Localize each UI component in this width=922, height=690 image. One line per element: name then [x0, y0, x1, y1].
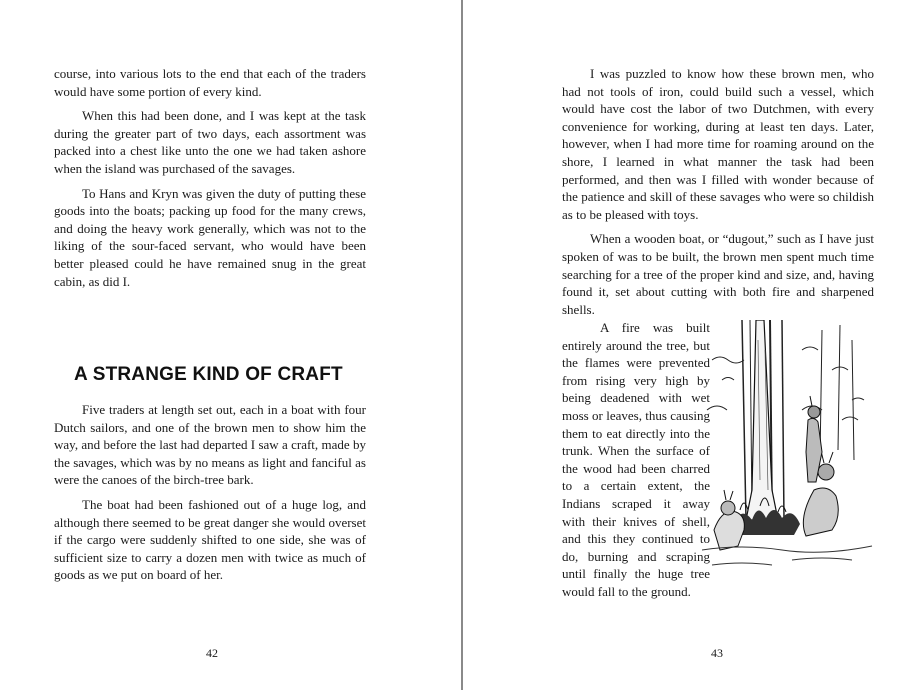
left-top-text: [54, 65, 366, 297]
right-paragraph-1: I was puzzled to know how these brown men, who had not tools of iron, could build such a vessel, which would have cost the labor of two Dutchmen, with every convenience for working, during at least ten days. Later, however, when I had more time for roaming around on the shore, I learned in what manner the task had been performed, and then was I filled with wonder because of the patience and skill of these savages who were so childish as to be pleased with toys.: [562, 66, 874, 222]
page-number-right: 43: [711, 646, 723, 660]
left-paragraph-1: course, into various lots to the end that each of the traders would have some portion of every kind.: [54, 66, 366, 99]
right-top-text: [562, 65, 874, 325]
section-paragraph-1: Five traders at length set out, each in a boat with four Dutch sailors, and one of the brown men to show him the way, and before the last had departed I saw a craft, made by the savages, which was by no means as light and fanciful as were the canoes of the birch-tree bark.: [54, 402, 366, 488]
tree-burning-illustration-icon: [702, 320, 874, 582]
section-paragraph-2: The boat had been fashioned out of a huge log, and although there seemed to be great danger she would overset if the cargo were suddenly shifted to one side, she was of sufficient size to carry a dozen men with twice as much of goods as we put on board of her.: [54, 496, 366, 583]
wrapped-paragraph: A fire was built entirely around the tree, but the flames were prevented from rising very high by being deadened with wet moss or leaves, thus causing them to eat directly into the trunk. When the surface of the wood had been charred to a certain extent, the Indians scraped it away with their knives of shell, and this they continued to do, burning and scraping until finally the huge tree would fall to the ground.: [562, 320, 710, 599]
section-heading: A STRANGE KIND OF CRAFT: [74, 364, 343, 385]
left-paragraph-2: When this had been done, and I was kept at the task during the greater part of two days, each assortment was packed into a chest like unto the one we had taken ashore when the island was purchased of the savages.: [54, 108, 366, 176]
left-section-text: [54, 401, 366, 591]
right-paragraph-2: When a wooden boat, or “dugout,” such as I have just spoken of was to be built, the brown men spent much time searching for a tree of the proper kind and size, and, having found it, set about cutting with both fire and sharpened shells.: [562, 231, 874, 317]
left-paragraph-3: To Hans and Kryn was given the duty of putting these goods into the boats; packing up food for the many crews, and doing the heavy work generally, which was not to the liking of the sour-faced servant, who would have been better pleased could he have remained snug in the great cabin, as did I.: [54, 185, 366, 289]
page-number-left: 42: [206, 646, 218, 660]
